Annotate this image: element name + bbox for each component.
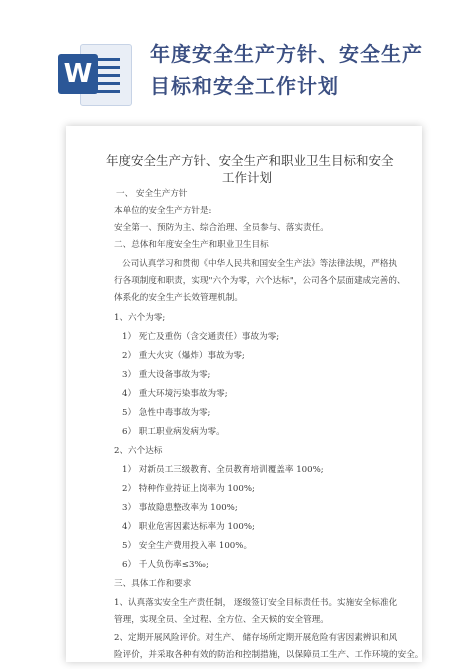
- doc-line: 3） 事故隐患整改率为 100%;: [122, 503, 238, 513]
- doc-line: 1） 死亡及重伤（含交通责任）事故为零;: [122, 332, 280, 342]
- word-w-letter: W: [58, 54, 98, 94]
- doc-line: 险评价，并采取各种有效的防治和控制措施，以保障员工生产、工作环境的安全。: [114, 650, 424, 660]
- doc-line: 公司认真学习和贯彻《中华人民共和国安全生产法》等法律法规，严格执: [122, 259, 398, 269]
- doc-line: 3） 重大设备事故为零;: [122, 370, 211, 380]
- page-title-line-2: 目标和安全工作计划: [150, 74, 339, 98]
- doc-line: 行各项制度和职责，实现"六个为零，六个达标"，公司各个层面建成完善的、: [114, 276, 406, 286]
- document-title-line-1: 年度安全生产方针、安全生产和职业卫生目标和安全: [106, 153, 394, 168]
- page-header: [0, 0, 474, 118]
- document-preview-page: [66, 126, 422, 662]
- doc-line: 2） 特种作业持证上岗率为 100%;: [122, 484, 255, 494]
- page-title: [150, 38, 465, 102]
- page-title-line-1: 年度安全生产方针、安全生产: [150, 42, 423, 66]
- document-title-line-2: 工作计划: [221, 170, 272, 185]
- doc-line: 6） 千人负伤率≤3‰;: [122, 560, 209, 570]
- doc-line: 体系化的安全生产长效管理机制。: [114, 293, 243, 303]
- doc-line: 2、定期开展风险评价。对生产、 储存场所定期开展危险有害因素辨识和风: [114, 633, 398, 643]
- doc-line: 管理，实现全员、全过程、全方位、全天候的安全管理。: [114, 615, 329, 625]
- doc-line: 1、六个为零;: [114, 313, 166, 323]
- doc-line: 5） 安全生产费用投入率 100%。: [122, 541, 253, 551]
- doc-line: 安全第一、预防为主、综合治理、全员参与、落实责任。: [114, 223, 329, 233]
- doc-line: 2） 重大火灾（爆炸）事故为零;: [122, 351, 245, 361]
- doc-line: 三、具体工作和要求: [114, 579, 192, 589]
- doc-line: 5） 急性中毒事故为零;: [122, 408, 211, 418]
- doc-line: 二、总体和年度安全生产和职业卫生目标: [114, 240, 269, 250]
- document-title: [106, 152, 394, 186]
- doc-line: 本单位的安全生产方针是:: [114, 206, 212, 216]
- doc-line: 2、六个达标: [114, 446, 163, 456]
- doc-line: 一、 安全生产方针: [116, 189, 188, 199]
- doc-line: 4） 职业危害因素达标率为 100%;: [122, 522, 255, 532]
- doc-line: 4） 重大环境污染事故为零;: [122, 389, 228, 399]
- word-document-icon: [58, 44, 130, 104]
- doc-line: 6） 职工职业病发病为零。: [122, 427, 225, 437]
- doc-line: 1） 对新员工三级教育、全员教育培训覆盖率 100%;: [122, 465, 324, 475]
- doc-line: 1、认真落实安全生产责任制， 逐级签订安全目标责任书。实施安全标准化: [114, 598, 398, 608]
